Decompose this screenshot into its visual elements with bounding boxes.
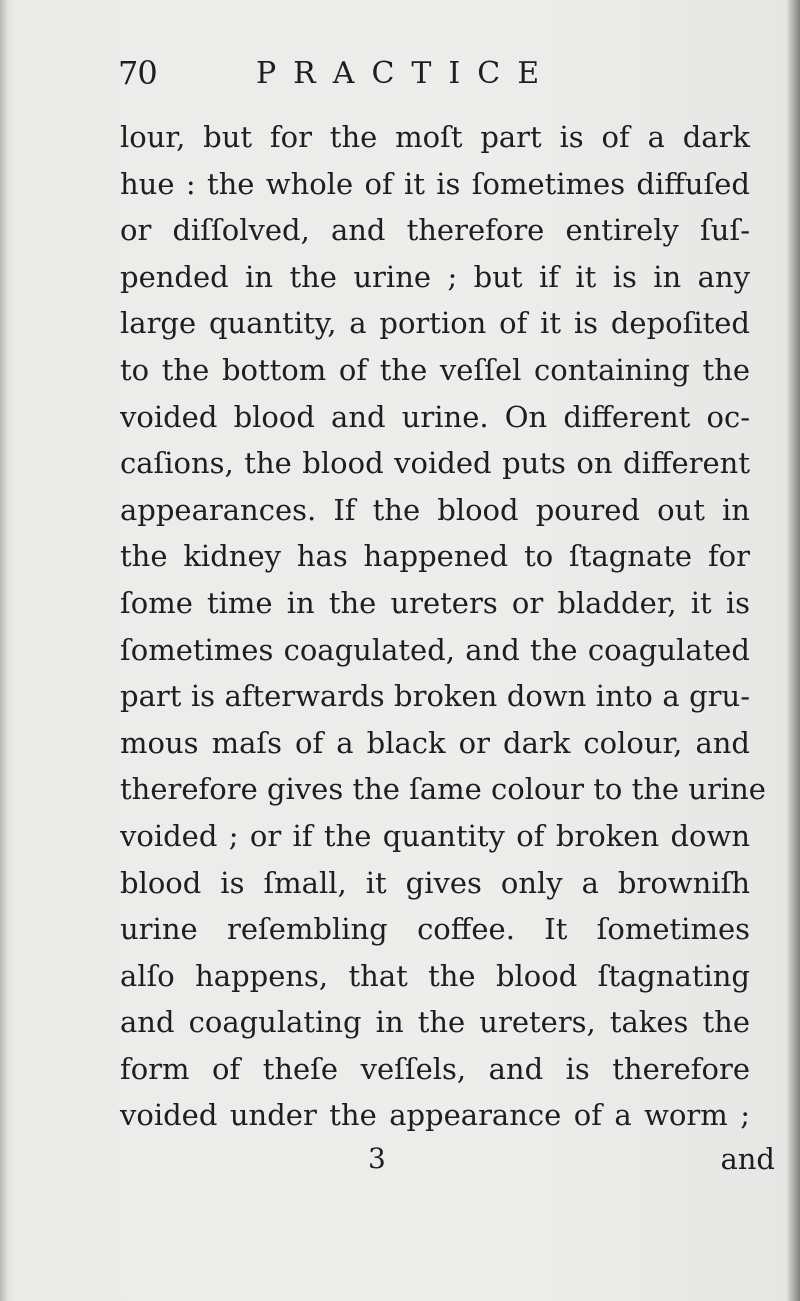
running-head [118,52,758,102]
catchword: and [720,1142,775,1176]
text-line: ſome time in the ureters or bladder, it is [120,585,750,620]
text-line: lour, but for the moſt part is of a dark [120,120,750,154]
page-left-edge-shadow [0,0,8,1301]
text-line: voided ; or if the quantity of broken down [120,818,750,853]
page-number: 70 [118,54,157,92]
page-gutter-shadow [786,0,800,1301]
text-line: the kidney has happened to ſtagnate for [120,539,750,574]
text-line: blood is ſmall, it gives only a browniſh [120,865,750,900]
text-line: appearances. If the blood poured out in [120,492,750,527]
text-line: urine reſembling coffee. It ſometimes [120,912,750,947]
running-head-title: PRACTICE [256,56,557,91]
text-line: voided under the appearance of a worm ; [120,1098,750,1133]
text-line: ſometimes coagulated, and the coagulated [120,632,750,667]
text-line: large quantity, a portion of it is depoſited [120,306,750,341]
body-text [120,114,766,1139]
text-line: form of theſe veſſels, and is therefore [120,1051,750,1086]
text-line: caſions, the blood voided puts on different [120,446,750,481]
text-line: hue : the whole of it is ſometimes diffuſed [120,166,750,201]
text-line: pended in the urine ; but if it is in any [120,259,750,294]
text-line: voided blood and urine. On different oc- [120,399,750,434]
signature-mark: 3 [368,1142,386,1175]
text-line: to the bottom of the veſſel containing the [120,352,750,387]
page-footer [120,1142,775,1192]
text-line: or diſſolved, and therefore entirely ſuſ- [120,213,750,248]
text-line: therefore gives the ſame colour to the urine [120,772,766,807]
text-line: alſo happens, that the blood ſtagnating [120,958,750,993]
text-line: mous maſs of a black or dark colour, and [120,725,750,760]
text-line: and coagulating in the ureters, takes the [120,1005,750,1040]
text-line: part is afterwards broken down into a gru- [120,679,750,714]
